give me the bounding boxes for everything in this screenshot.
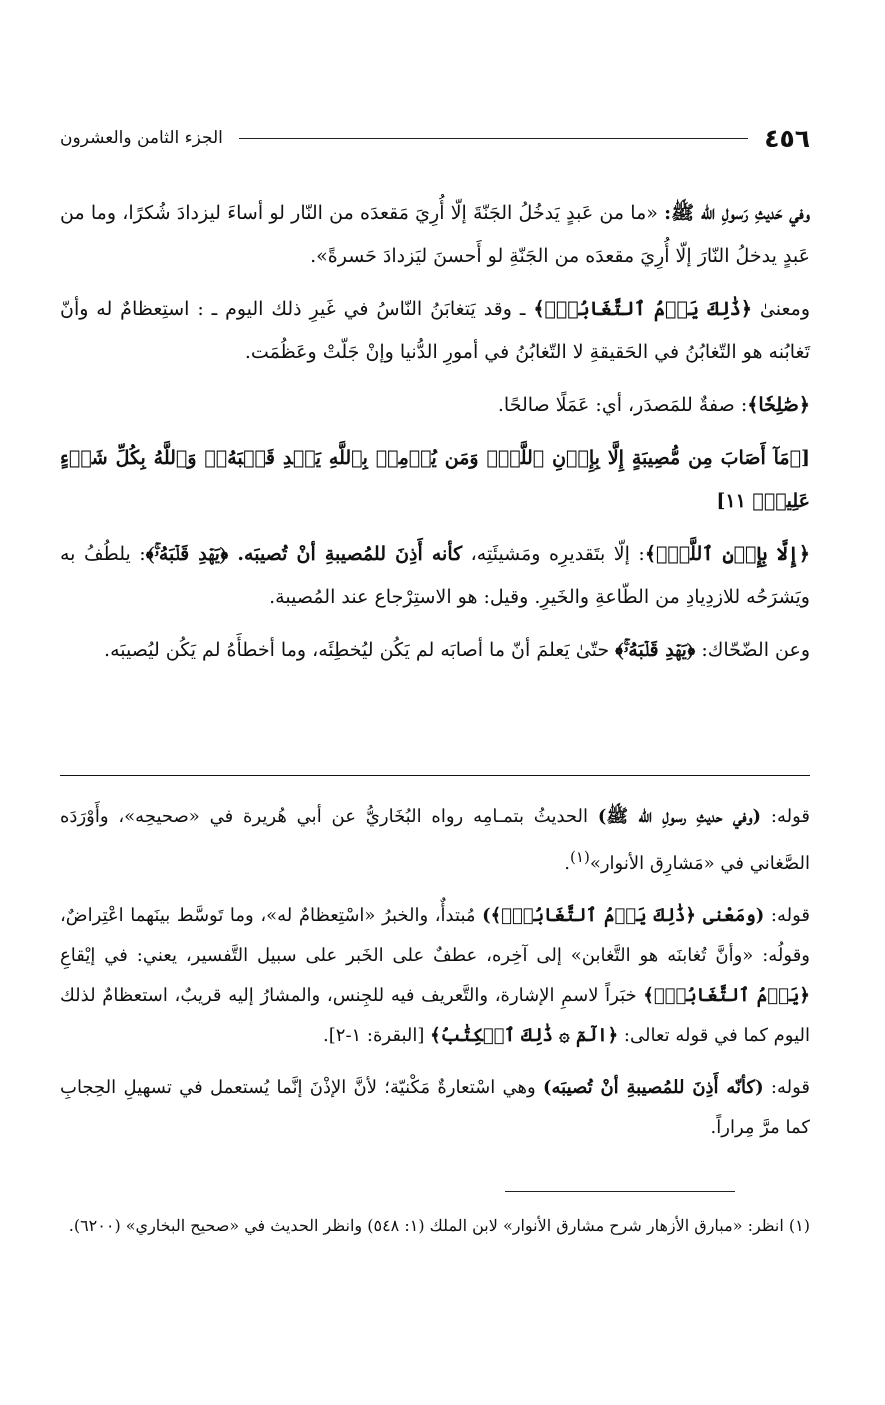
commentary-text: خبَراً لاسمِ الإشارة، والتَّعريف فيه للجِنس، والمشارُ إليه قريبٌ، استعظامٌ لذلك اليوم كما في قوله تعالى: bbox=[60, 985, 810, 1046]
idhn-explanation: : يلطُفُ به ويَشرَحُه للازدِيادِ من الطّاعةِ والخَيرِ. وقيل: هو الاستِرْجاع عند المُصيبة. bbox=[60, 543, 810, 608]
salihan-text: : صفةٌ للمَصدَر، أي: عَمَلًا صالحًا. bbox=[497, 394, 748, 416]
meaning-lead: ومعنىٰ bbox=[759, 298, 810, 320]
commentary-quote: (وفي حديثِ رسولِ الله ﷺ) bbox=[597, 806, 762, 827]
quran-quote: ﴿الٓمٓ ۞ ذَٰلِكَ ٱلۡكِتَٰبُ﴾ bbox=[430, 1025, 619, 1046]
commentary-item bbox=[60, 1068, 810, 1148]
paragraph-idhn bbox=[60, 533, 810, 619]
page-number: ٤٥٦ bbox=[764, 123, 810, 153]
paragraph-dahhak bbox=[60, 629, 810, 672]
commentary-text: مُبتدأٌ، والخبرُ «اسْتِعظامٌ له»، وما تَوسَّط بينَهما اعْتِراضٌ، وقولُه: «وأنَّ تُغابنَه هو التَّغابن» إلى آخِره، عطفٌ على الخَبر على سبيل التَّفسير، يعني: في إيْقاعِ bbox=[60, 905, 810, 966]
quran-citation: [البقرة: ١-٢]. bbox=[323, 1025, 431, 1046]
footnote-divider bbox=[505, 1191, 735, 1192]
commentary-section bbox=[60, 797, 810, 1160]
commentary-prefix: قوله: bbox=[764, 905, 811, 926]
paragraph-meaning bbox=[60, 288, 810, 374]
dahhak-text: حتّىٰ يَعلمَ أنّ ما أصابَه لم يَكُن ليُخطِئَه، وما أخطأَهُ لم يَكُن ليُصيبَه. bbox=[104, 639, 616, 661]
book-page bbox=[60, 0, 810, 1405]
quran-quote: ﴿يَوۡمُ ٱلتَّغَابُنِۗ﴾ bbox=[643, 985, 810, 1006]
footnote-text: (١) انظر: «مبارق الأزهار شرح مشارق الأنوار» لابن الملك (١: ٥٤٨) وانظر الحديث في «صحيح البخاري» (٦٢٠٠). bbox=[68, 1216, 810, 1235]
paragraph-salihan bbox=[60, 384, 810, 427]
commentary-text: الحديثُ بتمـامِه رواه البُخَاريُّ عن أبي هُريرة في «صحيحِه»، وأَوْرَدَه الصَّغاني في «مَشارِق الأنوار» bbox=[60, 806, 810, 874]
commentary-item bbox=[60, 896, 810, 1056]
hadith-text: «ما من عَبدٍ يَدخُلُ الجَنّةَ إلّا أُرِيَ مَقعدَه من النّار لو أساءَ ليزدادَ شُكرًا، وما من عَبدٍ يدخلُ النّارَ إلّا أُرِيَ مقعدَه من الجَنّةِ لو أَحسنَ ليَزدادَ حَسرةً». bbox=[60, 202, 810, 267]
paragraph-hadith bbox=[60, 192, 810, 278]
commentary-item bbox=[60, 797, 810, 884]
commentary-text: وهي اسْتعارةٌ مَكْنيّة؛ لأنَّ الإذْنَ إنَّما يُستعمل في تسهيلِ الحِجابِ كما مرَّ مِراراً. bbox=[60, 1077, 810, 1138]
commentary-prefix: قوله: bbox=[763, 1077, 811, 1098]
commentary-prefix: قوله: bbox=[761, 806, 810, 827]
footnote-marker: (١) bbox=[570, 848, 590, 866]
commentary-end: . bbox=[564, 853, 571, 874]
meaning-text: ـ وقد يَتغابَنُ النّاسُ في غَيرِ ذلك اليوم ـ : استِعظامٌ له وأنّ تَغابُنه هو التّغابُنُ في الحَقيقةِ لا التّغابُنُ في أمورِ الدُّنيا وإنْ جَلّتْ وعَظُمَت. bbox=[60, 298, 810, 363]
dahhak-lead: وعن الضّحّاك: bbox=[695, 639, 810, 661]
commentary-quote: (ومَعْنى ﴿ذَٰلِكَ يَوۡمُ ٱلتَّغَابُنِۗ﴾) bbox=[482, 905, 765, 926]
running-header bbox=[60, 116, 810, 160]
idhn-bold: كأنه أَذِنَ للمُصيبةِ أنْ تُصيبَه. bbox=[237, 543, 463, 565]
verse-block: [﴿مَآ أَصَابَ مِن مُّصِيبَةٍ إِلَّا بِإِذۡنِ ٱللَّهِۗ وَمَن يُؤۡمِنۢ بِٱللَّهِ يَهۡدِ قَلۡبَهُۥۚ وَٱللَّهُ بِكُلِّ شَيۡءٍ عَلِيمٞ﴾ ١١] bbox=[60, 447, 810, 512]
footnote-section bbox=[60, 1208, 810, 1244]
hadith-lead: وفي حَديثِ رَسولِ الله ﷺ: bbox=[664, 202, 811, 224]
quran-quote: ﴿صَٰلِحٗا﴾ bbox=[747, 394, 810, 416]
commentary-divider bbox=[60, 775, 810, 776]
quran-quote: ﴿يَهۡدِ قَلۡبَهُۥۚ﴾ bbox=[145, 543, 238, 565]
quran-quote: ﴿ذَٰلِكَ يَوۡمُ ٱلتَّغَابُنِۗ﴾ bbox=[533, 298, 752, 320]
main-text bbox=[60, 192, 810, 682]
commentary-quote: (كأنّه أَذِنَ للمُصيبةِ أنْ تُصيبَه) bbox=[542, 1077, 764, 1098]
header-rule bbox=[239, 138, 748, 139]
quran-quote: ﴿يَهۡدِ قَلۡبَهُۥۚ﴾ bbox=[615, 639, 696, 661]
part-title: الجزء الثامن والعشرون bbox=[60, 128, 223, 148]
idhn-text: : إلّا بتَقديرِه ومَشيئَتِه، bbox=[462, 543, 645, 565]
quran-quote: ﴿إِلَّا بِإِذۡنِ ٱللَّهِۗ﴾ bbox=[644, 543, 810, 565]
